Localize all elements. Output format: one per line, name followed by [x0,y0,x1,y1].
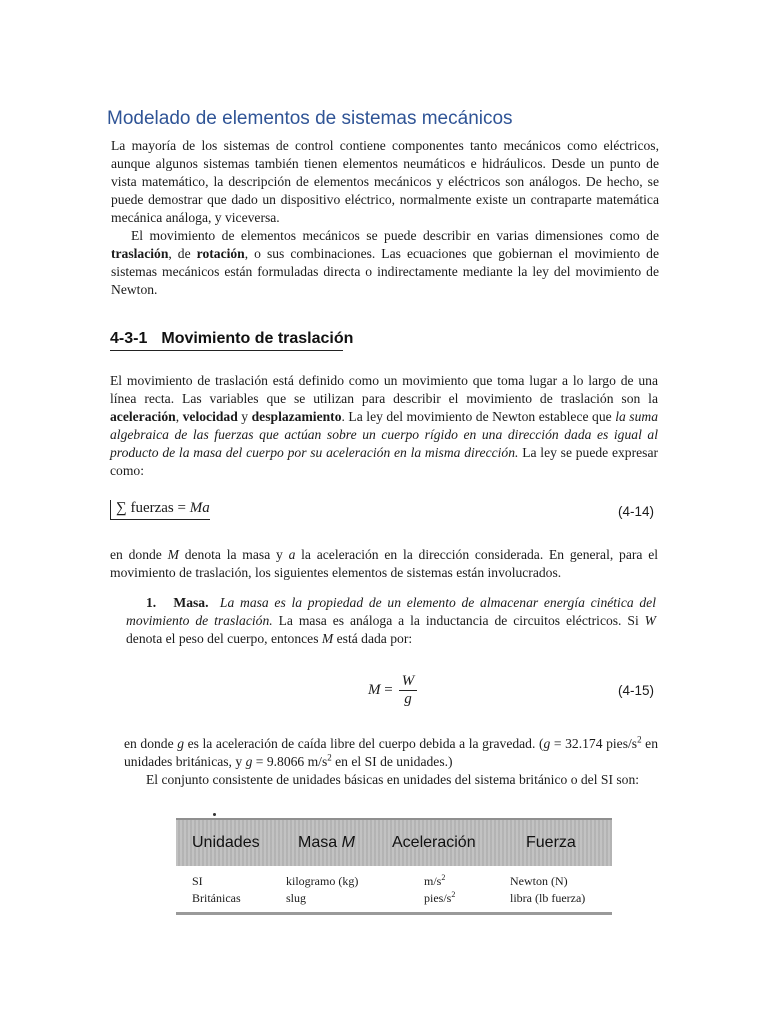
section-number: 4-3-1 [110,330,148,347]
intro-paragraph-2: El movimiento de elementos mecánicos se puede describir en varias dimensiones como de traslación, de rotación, o sus combinaciones. Las ecuaciones que gobiernan el movimiento de sistemas mecánicos están formuladas directa o indirectamente mediante la ley del movimiento de Newton. [111,228,659,297]
sigma-symbol: ∑ [116,500,127,516]
table-bottom-rule [176,912,612,915]
item-number: 1. [146,595,157,610]
section-heading [110,330,353,348]
header-fuerza: Fuerza [526,834,576,851]
section-title: Movimiento de traslación [161,330,354,347]
denominator: g [404,691,412,707]
header-aceleracion: Aceleración [392,834,476,851]
units-table [176,818,612,915]
stray-mark [213,813,216,816]
header-unidades: Unidades [192,834,260,851]
equation-4-14 [110,500,656,528]
header-masa: Masa M [298,834,355,851]
fraction [399,673,418,708]
item-label: Masa. [173,595,209,610]
sum-of-forces-box: ∑ fuerzas = Ma [110,500,210,520]
gravity-paragraph: en donde g es la aceleración de caída libre del cuerpo debida a la gravedad. (g = 32.174 pies/$s^2$ en unidades británicas, y g = 9.8066 $m/s^2$ en el SI de unidades.) [124,734,658,769]
intro-paragraph-1: La mayoría de los sistemas de control contiene componentes tanto mecánicos como eléctricos, aunque algunos sistemas también tienen elementos neumáticos e hidráulicos. Desde un punto de vista matemático, la descripción de elementos mecánicos y eléctricos son análogos. De hecho, se puede demostrar que dado un dispositivo eléctrico, normalmente existe un contraparte matemática mecánica análoga, y viceversa. [111,138,659,225]
newton-law-italic: la suma algebraica de las fuerzas que actúan sobre un cuerpo rígido en una dirección dada es igual al producto de la masa del cuerpo por su aceleración en la misma dirección. [110,409,659,460]
bold-traslacion: traslación [111,246,169,261]
intro-section [111,137,659,299]
heading-underline [110,350,343,351]
equation-label: (4-15) [617,683,654,698]
table-row: SI kilogramo (kg) $m/s^2$ Newton (N) [192,873,568,888]
equation-label: (4-14) [617,504,654,519]
table-header-row [176,818,612,866]
definition-paragraph: en donde M denota la masa y a la aceleración en la dirección considerada. En general, para el movimiento de traslación, los siguientes elementos de sistemas están involucrados. [110,547,659,580]
document-title: Modelado de elementos de sistemas mecánicos [107,108,513,129]
units-intro-paragraph: El conjunto consistente de unidades básicas en unidades del sistema británico o del SI son: [146,772,640,787]
masa-paragraph: 1. Masa. La masa es la propiedad de un elemento de almacenar energía cinética del movimiento de traslación. La masa es análoga a la inductancia de circuitos eléctricos. Si W denota el peso del cuerpo, entonces M está dada por: [126,595,656,646]
equation-4-15 [110,665,656,715]
numerator: W [399,673,418,691]
gravity-section [124,735,658,789]
mass-formula: M = $\frac{W}{g}$ [368,673,417,708]
bold-rotacion: rotación [196,246,245,261]
table-row: Británicas slug pies/$s^2$ libra (lb fuerza) [192,890,586,905]
traslacion-paragraph: El movimiento de traslación está definido como un movimiento que toma lugar a lo largo de una línea recta. Las variables que se utilizan para describir el movimiento de traslación son la aceleración, velocidad y desplazamiento. La ley del movimiento de Newton establece que la suma algebraica de las fuerzas que actúan sobre un cuerpo rígido en una dirección dada es igual al producto de la masa del cuerpo por su aceleración en la misma dirección. La ley se puede expresar como: [110,373,659,478]
